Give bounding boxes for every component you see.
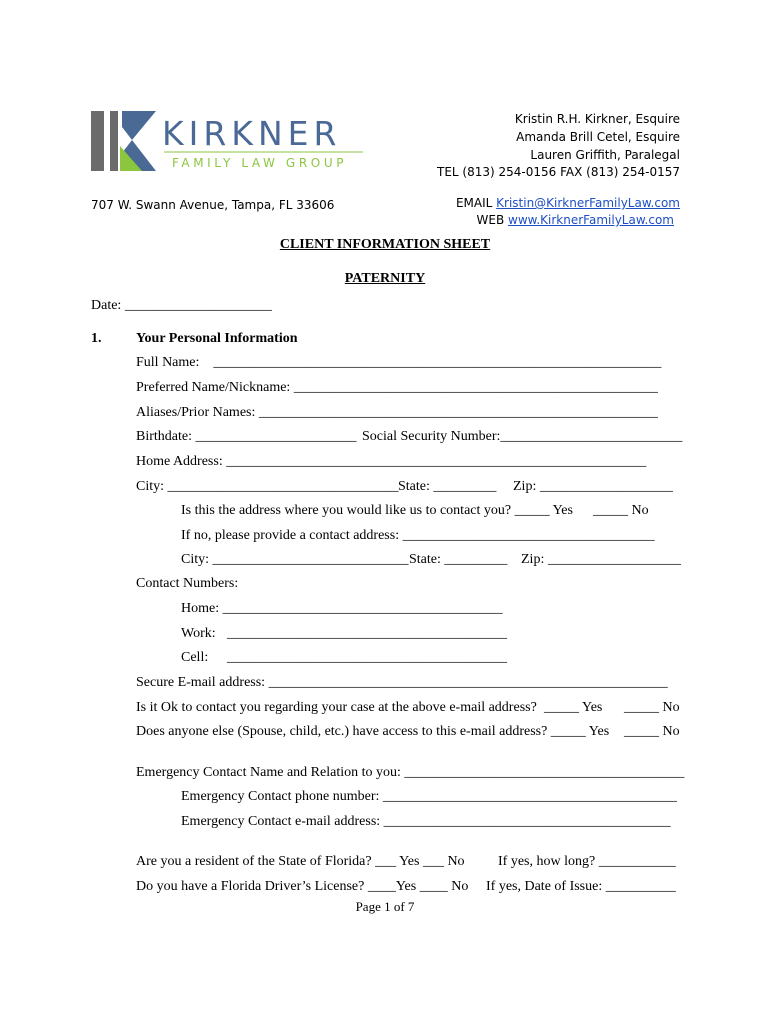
ssn-field[interactable]: Social Security Number:__________________________ [362,429,683,444]
alt-address-field[interactable]: If no, please provide a contact address: ____________________________________ [181,528,655,543]
section-number: 1. [91,331,102,346]
logo-name: KIRKNER [162,114,342,153]
contact-numbers-label: Contact Numbers: [136,576,239,591]
web-line [469,199,674,227]
staff-paralegal: Lauren Griffith, Paralegal [530,148,680,162]
email-ok-question: Is it Ok to contact you regarding your case at the above e-mail address? [136,700,537,715]
staff-attorney-1: Kristin R.H. Kirkner, Esquire [514,112,680,126]
alt-zip-field[interactable]: Zip: ___________________ [521,552,681,567]
logo-tagline: FAMILY LAW GROUP [172,156,348,170]
web-label: WEB [476,213,509,227]
license-issue-date-field[interactable]: If yes, Date of Issue: __________ [486,879,676,894]
page-number: Page 1 of 7 [355,899,415,914]
staff-attorney-2: Amanda Brill Cetel, Esquire [516,130,680,144]
emergency-contact-email-field[interactable]: Emergency Contact e-mail address: _________________________________________ [181,814,671,829]
email-ok-no[interactable]: _____ No [624,700,680,715]
home-address-field[interactable]: Home Address: ____________________________________________________________ [136,454,647,469]
phone-fax-line: TEL (813) 254-0156 FAX (813) 254-0157 [437,165,680,179]
home-phone-field[interactable]: Home: ________________________________________ [181,601,503,616]
email-link[interactable]: Kristin@KirknerFamilyLaw.com [496,196,680,210]
web-link[interactable]: www.KirknerFamilyLaw.com [508,213,674,227]
contact-address-no[interactable]: _____ No [593,503,649,518]
alt-city-field[interactable]: City: ____________________________ [181,552,409,567]
firm-address: 707 W. Swann Avenue, Tampa, FL 33606 [91,198,335,212]
state-field[interactable]: State: _________ [398,479,497,494]
drivers-license-question[interactable]: Do you have a Florida Driver’s License? ____Yes ____ No [136,879,469,894]
residency-duration-field[interactable]: If yes, how long? ___________ [498,854,676,869]
date-field[interactable]: Date: _____________________ [91,298,272,313]
full-name-field[interactable]: Full Name: ________________________________________________________________ [136,355,662,370]
email-access-question[interactable]: Does anyone else (Spouse, child, etc.) have access to this e-mail address? _____ Yes [136,724,610,739]
document-subtitle: PATERNITY [344,271,426,286]
alt-state-field[interactable]: State: _________ [409,552,508,567]
emergency-contact-name-field[interactable]: Emergency Contact Name and Relation to you: ________________________________________ [136,765,685,780]
florida-resident-question[interactable]: Are you a resident of the State of Florida? ___ Yes ___ No [136,854,465,869]
contact-address-question[interactable]: Is this the address where you would like us to contact you? _____ Yes [181,503,573,518]
birthdate-field[interactable]: Birthdate: _______________________ [136,429,357,444]
cell-phone-label: Cell: [181,650,209,665]
city-field[interactable]: City: _________________________________ [136,479,399,494]
zip-field[interactable]: Zip: ___________________ [513,479,673,494]
kirkner-logo [88,108,368,174]
preferred-name-field[interactable]: Preferred Name/Nickname: ____________________________________________________ [136,380,658,395]
work-phone-field[interactable]: ________________________________________ [227,626,507,641]
secure-email-field[interactable]: Secure E-mail address: _________________________________________________________ [136,675,668,690]
work-phone-label: Work: [181,626,216,641]
aliases-field[interactable]: Aliases/Prior Names: _________________________________________________________ [136,405,658,420]
section-heading: Your Personal Information [136,331,298,346]
email-ok-yes[interactable]: _____ Yes [544,700,603,715]
email-label: EMAIL [455,196,497,210]
emergency-contact-phone-field[interactable]: Emergency Contact phone number: __________________________________________ [181,789,677,804]
document-title: CLIENT INFORMATION SHEET [279,237,491,252]
cell-phone-field[interactable]: ________________________________________ [227,650,507,665]
logo-gray-bar [91,111,104,171]
email-access-no[interactable]: _____ No [624,724,680,739]
